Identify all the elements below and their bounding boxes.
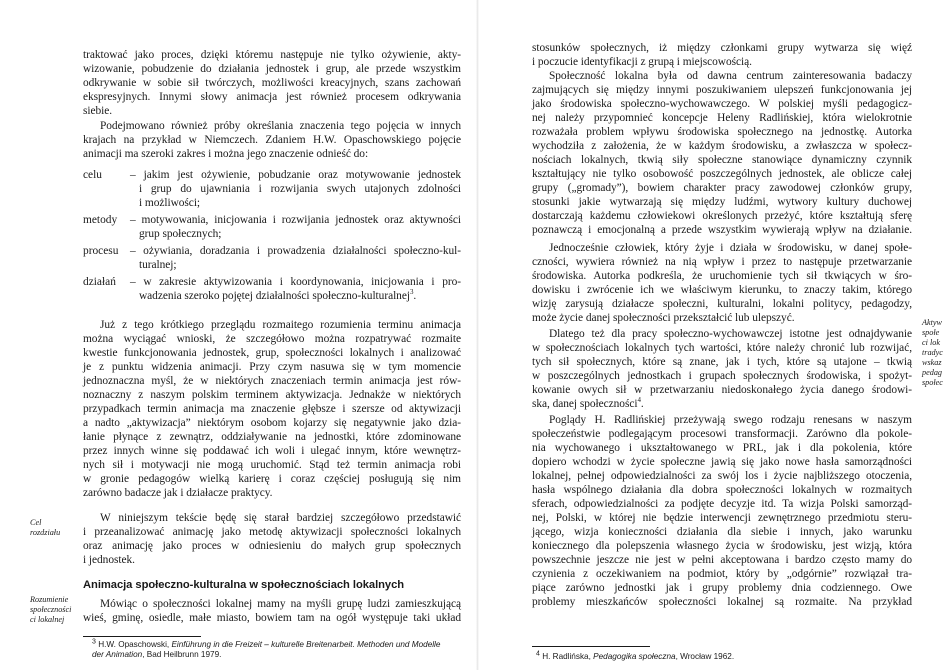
definition-line: – w zakresie aktywizowania i koordynowania, inicjowania i pro-: [130, 276, 461, 288]
body-line: i jednostek.: [83, 554, 135, 566]
body-line: w społecznościach lokalnych tych wartości, które należy chronić lub rozwijać,: [532, 342, 912, 354]
footnote: [536, 652, 734, 662]
body-line: Społeczność lokalna była od dawna centrum zainteresowania badaczy: [549, 70, 912, 82]
body-line: jącego, wizja konieczności działania dla siebie i innych, jako warunku: [532, 526, 912, 538]
body-line: można wyciągać wnioski, że szczegółowo można rozpatrywać rozmaite: [83, 333, 461, 345]
definition-line: turalnej;: [139, 259, 177, 271]
definition-line: i możliwości;: [139, 197, 201, 209]
margin-note: społeczności: [30, 605, 72, 614]
footnote-number: 4: [536, 650, 540, 658]
footnote-rule: [532, 646, 650, 647]
body-line: Podejmowano również próby określania znaczenia tego pojęcia w innych: [100, 120, 461, 132]
body-line: je z punktu widzenia animacji. Przy czym nasuwa się w tym momencie: [83, 361, 461, 373]
body-line: poznawczą i emocjonalną a przede wszystkim wywierają wpływ na działanie.: [532, 224, 912, 236]
margin-note: społec: [922, 378, 943, 387]
body-line: nia wychowanego i ukształtowanego w PRL, jak i dla pokolenia, które: [532, 442, 912, 454]
margin-note: społe: [922, 328, 940, 337]
body-line: a nadto „aktywizacja” niektórym osobom kojarzy się negatywnie jako dzia-: [83, 417, 461, 429]
body-line: wychodziła z założenia, że w każdym środowisku, a zwłaszcza w społecz-: [532, 140, 912, 152]
body-line: grupy („gromady”), bowiem charakter pracy zawodowej członków grupy,: [532, 182, 912, 194]
body-line: nej należy przypomnieć koncepcje Heleny Radlińskiej, która wielokrotnie: [532, 112, 912, 124]
margin-note: rozdziału: [30, 528, 61, 537]
body-line: stosunki jakie wytwarzają się między ludźmi, wytwory kultury duchowej: [532, 196, 912, 208]
definition-line: i grup do ujawniania i rozwijania swych utajonych zdolności: [139, 183, 461, 195]
body-line: nościach lokalnych, tkwią siły społeczne stanowiące dynamiczny czynnik: [532, 154, 912, 166]
body-line: wizję zarysują działacze społeczni, kulturalni, lokalni politycy, pedagodzy,: [532, 298, 912, 310]
definition-term: procesu: [83, 245, 119, 257]
body-line: i przeanalizować animację jako metodę aktywizacji społeczności lokalnych: [83, 526, 461, 538]
body-line: dopiero wchodzi w życie społeczne jawią się jako nowe hasła samorządności: [532, 456, 912, 468]
body-line: tych sił społecznych, które są znane, jak i tych, które są utajone – tkwią: [532, 356, 912, 368]
body-line: jednoznaczna myśl, że w niektórych znaczeniach termin animacja jest rów-: [83, 375, 461, 387]
body-line: W niniejszym tekście będę się starał bardziej szczegółowo przedstawić: [100, 512, 461, 524]
body-line: odkrywanie w sobie sił twórczych, możliwości kreacyjnych, szans zachowań: [83, 77, 461, 89]
body-line: przypadkach termin animacja ma znaczenie głębsze i szersze od aktywizacji: [83, 403, 461, 415]
body-line: traktować jako proces, dzięki któremu następuje nie tylko ożywienie, akty-: [83, 49, 461, 61]
body-line: kształtujący nie tylko osobowość poszczególnych jednostek, ale oblicze całej: [532, 168, 912, 180]
footnote-text: , Bad Heilbrunn 1979.: [142, 650, 222, 659]
definition-line: – ożywiania, doradzania i prowadzenia działalności społeczno-kul-: [130, 245, 461, 257]
body-line: dowisku i zwrócenie ich we właściwym kierunku, to znaczy takim, którego: [532, 284, 912, 296]
body-line: kwestie funkcjonowania jednostek, grup, społeczności lokalnych i analizować: [83, 347, 461, 359]
body-line: Mówiąc o społeczności lokalnej mamy na myśli grupę ludzi zamieszkującą: [100, 598, 461, 610]
footnote-ref: 4: [637, 396, 641, 405]
footnote-ref: 3: [409, 288, 414, 297]
body-line: nych sił i motywacji nie mogą uruchomić. Stąd też termin animacja robi: [83, 459, 461, 471]
margin-note: pedag: [922, 368, 943, 377]
body-line: przez innych winne się poddawać ich woli i ulegać innym, które wewnętrz-: [83, 445, 461, 457]
definition-line: – motywowania, inicjowania i rozwijania jednostek oraz aktywności: [130, 214, 461, 226]
body-line: krajach na przykład w Niemczech. Zdaniem H.W. Opaschowskiego pojęcie: [83, 134, 461, 146]
margin-note: wskaz: [922, 358, 942, 367]
body-line: w gronie pedagogów wielką karierę i coraz częściej posługują się nim: [83, 473, 461, 485]
definition-end: .: [413, 290, 417, 302]
body-line: nej, Polski, w której nie będzie interwencji zewnętrznego przedmiotu steru-: [532, 512, 912, 524]
body-line: ska, danej społeczności$^4$.: [532, 396, 644, 410]
body-line: problemy mieszkańców społeczności lokalnej są rozmaite. Na przykład: [532, 596, 912, 608]
margin-note: ci lokalnej: [30, 615, 65, 624]
body-line: Poglądy H. Radlińskiej przeżywają swego rodzaju renesans w naszym: [549, 414, 912, 426]
footnote-rule: [83, 636, 201, 637]
footnote: [92, 650, 221, 660]
body-line: zajmujących się między innymi poszukiwaniem ulepszeń funkcjonowania jej: [532, 84, 912, 96]
body-line: łanie płynące z zewnątrz, oddziaływanie na jednostki, które zdominowane: [83, 431, 461, 443]
definition-line: [139, 290, 416, 303]
definition-text: wadzenia szeroko pojętej działalności społeczno-kulturalnej: [139, 290, 410, 302]
body-line: środowiska. Autorka podkreśla, że uruchomienie tych sił tkwiących w śro-: [532, 270, 912, 282]
body-line: sferach, odpowiedzialności za podjęte decyzje itd. Ta wizja Polski samorząd-: [532, 498, 912, 510]
body-line: wizowanie, pobudzenie do działania jednostek i grup, ale przede wszystkim: [83, 63, 461, 75]
body-line: może życie danej społeczności przekształcić lub ulepszyć.: [532, 312, 795, 324]
body-line: zarówno badacze jak i działacze praktycy.: [83, 487, 273, 499]
body-line: Jednocześnie człowiek, który żyje i działa w środowisku, w danej społe-: [549, 242, 912, 254]
body-line: rozważała problem wpływu środowiska społecznego na jednostkę. Autorka: [532, 126, 912, 138]
body-line: koniecznego dla polepszenia własnego życia w środowisku, jest wizją, która: [532, 540, 912, 552]
body-line: piące zarówno jednostki jak i grupy problemy dnia codziennego. Owe: [532, 582, 912, 594]
footnote-title: Pedagogika społeczna: [593, 652, 676, 661]
body-line: lokalnej, pełnej odpowiedzialności za swój los i życie najbliższego otoczenia,: [532, 470, 912, 482]
definition-term: działań: [83, 276, 116, 288]
body-line: czności, wywiera również na nią wpływ i przez to następuje przetwarzanie: [532, 256, 912, 268]
footnote-text: H. Radlińska,: [542, 652, 594, 661]
footnote-text: H.W. Opaschowski,: [98, 640, 172, 649]
body-line: hasła wspólnego działania dla dobra społeczności lokalnych w rozmaitych: [532, 484, 912, 496]
body-line: społeczeństwie podlegającym procesowi transformacji. Zarówno dla pokole-: [532, 428, 912, 440]
body-line: Już z tego krótkiego przeglądu rozmaitego rozumienia terminu animacja: [100, 319, 461, 331]
body-line: oraz animację jako proces w odniesieniu do małych grup społecznych: [83, 540, 461, 552]
footnote-number: 3: [92, 638, 96, 646]
margin-note: Aktyw: [922, 318, 943, 327]
body-line: noznaczny z naszym polskim terminem aktywizacja. Jednakże w niektórych: [83, 389, 461, 401]
definition-term: celu: [83, 169, 102, 181]
body-line: Dlatego też dla pracy społeczno-wychowawczej istotne jest odnajdywanie: [549, 328, 912, 340]
right-page: [478, 0, 947, 670]
body-line: stosunków społecznych, iż między członkami grupy wytwarza się więź: [532, 42, 912, 54]
margin-note: ci lok: [922, 338, 940, 347]
body-line: i poczucie identyfikacji z grupą i miejscowością.: [532, 56, 752, 68]
margin-note: Cel: [30, 518, 42, 527]
definition-line: – jakim jest ożywienie, pobudzanie oraz motywowanie jednostek: [130, 169, 461, 181]
footnote-title: der Animation: [92, 650, 143, 659]
body-line: siebie.: [83, 105, 113, 117]
margin-note: Rozumienie: [30, 595, 69, 604]
body-line: w poszczególnych jednostkach i grupach społecznych środowiska, i spożyt-: [532, 370, 912, 382]
body-line: ekspresyjnych. Innymi słowy animacja jest również procesem odkrywania: [83, 91, 461, 103]
body-line: czynienia z oczekiwaniem na podmiot, który by „odgórnie” rozwiązał tra-: [532, 568, 912, 580]
body-line: kowanie owych sił w przetwarzaniu niedoskonałego życia danego środowi-: [532, 384, 912, 396]
body-line: animacji ma szeroki zakres i można jego znaczenie odnieść do:: [83, 148, 369, 160]
definition-term: metody: [83, 214, 118, 226]
margin-note: tradyc: [922, 348, 943, 357]
body-line: dostarczają każdemu człowiekowi określonych przeżyć, które kształtują sferę: [532, 210, 912, 222]
body-line: jako środowiska społeczno-wychowawczego. W polskiej myśli pedagogicz-: [532, 98, 912, 110]
footnote: [92, 640, 440, 650]
footnote-title: Einführung in die Freizeit – kulturelle Breitenarbeit. Methoden und Modelle: [171, 640, 441, 649]
definition-line: grup społecznych;: [139, 228, 222, 240]
body-text: ska, danej społeczności: [532, 398, 638, 410]
footnote-text: , Wrocław 1962.: [675, 652, 735, 661]
section-heading: Animacja społeczno-kulturalna w społecznościach lokalnych: [83, 579, 405, 591]
body-line: powszechnie jeszcze nie jest w pełni akceptowana i bardzo często mamy do: [532, 554, 912, 566]
body-line: wieś, gminę, osiedle, małe miasto, bowiem tam na ogół występuje taki układ: [83, 612, 461, 624]
